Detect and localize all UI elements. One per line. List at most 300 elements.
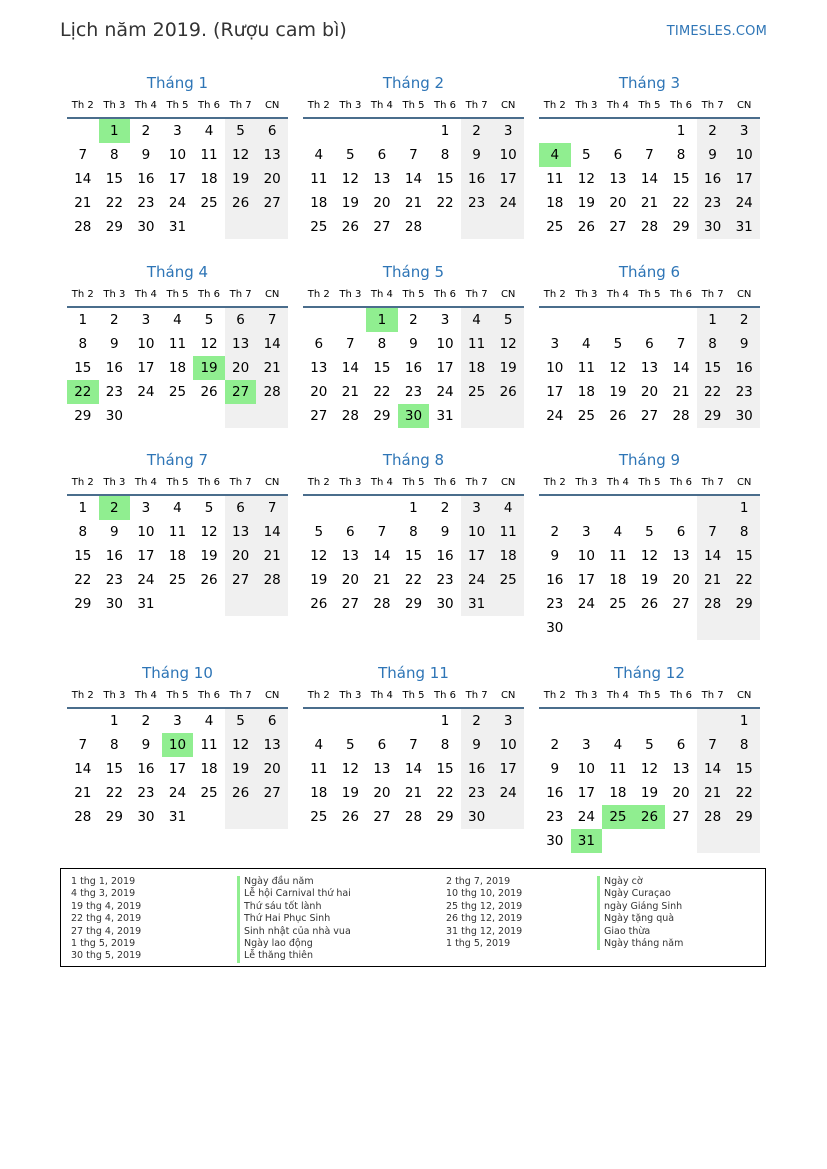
day-cell: 3	[492, 708, 524, 733]
weekday-header: Th 3	[335, 96, 367, 118]
empty-cell	[335, 708, 367, 733]
week-row	[539, 568, 760, 592]
day-cell: 18	[310, 195, 328, 211]
week-row	[67, 215, 288, 239]
day-cell: 4	[613, 737, 623, 753]
weekday-header: CN	[492, 686, 524, 708]
day-cell: 29	[728, 592, 760, 616]
day-cell: 15	[373, 360, 391, 376]
week-row	[539, 616, 760, 640]
day-cell: 31	[461, 592, 493, 616]
weekday-header: Th 5	[398, 96, 430, 118]
legend-holiday-name: Ngày Curaçao	[597, 888, 683, 900]
weekday-header: Th 2	[67, 473, 99, 495]
month-name: Tháng 5	[382, 263, 445, 281]
day-cell: 7	[697, 733, 729, 757]
week-row	[67, 544, 288, 568]
day-cell: 12	[341, 171, 359, 187]
weekday-header: Th 2	[303, 473, 335, 495]
day-cell: 14	[672, 360, 690, 376]
weekday-header: Th 6	[429, 285, 461, 307]
month-name: Tháng 6	[618, 263, 681, 281]
day-cell: 5	[346, 737, 355, 753]
day-cell: 20	[640, 384, 659, 400]
day-cell: 27	[225, 568, 257, 592]
legend-holiday-name: Lễ thăng thiên	[237, 950, 351, 962]
day-cell: 15	[728, 757, 760, 781]
legend-right-names	[597, 876, 683, 950]
day-cell: 1	[366, 307, 398, 332]
day-cell: 12	[640, 761, 659, 777]
day-cell: 11	[168, 524, 187, 540]
day-cell: 17	[728, 167, 760, 191]
week-row	[539, 544, 760, 568]
day-cell: 11	[609, 548, 627, 564]
day-cell: 3	[173, 123, 182, 139]
day-cell: 21	[341, 384, 359, 400]
day-cell: 13	[373, 761, 391, 777]
day-cell: 2	[440, 500, 450, 516]
day-cell: 30	[546, 620, 564, 636]
weekday-header: Th 3	[99, 96, 131, 118]
empty-cell	[665, 495, 697, 520]
month-block	[67, 662, 288, 829]
week-row	[67, 805, 288, 829]
day-cell: 8	[377, 336, 387, 352]
day-cell: 29	[74, 596, 92, 612]
day-cell: 2	[409, 312, 418, 328]
empty-cell	[67, 708, 99, 733]
weekday-header: CN	[728, 285, 760, 307]
day-cell: 15	[728, 544, 760, 568]
day-cell: 9	[110, 336, 119, 352]
day-cell: 7	[409, 737, 418, 753]
day-cell: 26	[225, 191, 257, 215]
day-cell: 26	[634, 805, 666, 829]
day-cell: 9	[697, 143, 729, 167]
empty-cell	[492, 404, 524, 428]
weekday-header: CN	[728, 686, 760, 708]
legend-holiday-name: Thứ sáu tốt lành	[237, 901, 351, 913]
day-cell: 1	[728, 495, 760, 520]
day-cell: 28	[672, 408, 690, 424]
weekday-header: CN	[256, 285, 288, 307]
day-cell: 28	[640, 219, 659, 235]
empty-cell	[366, 495, 398, 520]
month-table	[303, 686, 524, 829]
day-cell: 26	[200, 572, 218, 588]
day-cell: 18	[609, 785, 627, 801]
day-cell: 4	[173, 312, 182, 328]
day-cell: 6	[314, 336, 324, 352]
day-cell: 23	[105, 384, 123, 400]
day-cell: 29	[436, 809, 454, 825]
day-cell: 8	[728, 733, 760, 757]
empty-cell	[634, 616, 666, 640]
day-cell: 12	[640, 548, 659, 564]
day-cell: 17	[577, 572, 595, 588]
legend-date: 10 thg 10, 2019	[446, 888, 523, 900]
day-cell: 19	[225, 757, 257, 781]
legend-holiday-name: Giao thừa	[597, 926, 683, 938]
week-row	[539, 356, 760, 380]
day-cell: 19	[225, 167, 257, 191]
empty-cell	[602, 708, 634, 733]
day-cell: 23	[461, 191, 493, 215]
empty-cell	[461, 404, 493, 428]
day-cell: 12	[577, 171, 595, 187]
day-cell: 24	[492, 781, 524, 805]
month-block	[539, 72, 760, 239]
empty-cell	[571, 708, 603, 733]
empty-cell	[539, 118, 571, 143]
day-cell: 21	[74, 785, 92, 801]
day-cell: 8	[676, 147, 686, 163]
weekday-header: Th 3	[99, 686, 131, 708]
day-cell: 14	[697, 544, 729, 568]
day-cell: 17	[168, 171, 187, 187]
weekday-header: Th 7	[461, 686, 493, 708]
day-cell: 5	[613, 336, 623, 352]
month-block	[67, 72, 288, 239]
day-cell: 6	[645, 336, 654, 352]
empty-cell	[492, 592, 524, 616]
month-table	[67, 473, 288, 616]
day-cell: 10	[137, 336, 155, 352]
day-cell: 19	[609, 384, 627, 400]
empty-cell	[571, 616, 603, 640]
empty-cell	[303, 118, 335, 143]
empty-cell	[602, 118, 634, 143]
legend-right-dates	[446, 876, 522, 950]
week-row	[539, 805, 760, 829]
empty-cell	[634, 708, 666, 733]
day-cell: 11	[200, 737, 218, 753]
day-cell: 10	[492, 143, 524, 167]
day-cell: 13	[256, 733, 288, 757]
day-cell: 12	[200, 336, 218, 352]
day-cell: 16	[546, 572, 564, 588]
day-cell: 30	[105, 408, 123, 424]
day-cell: 29	[373, 408, 391, 424]
day-cell: 15	[74, 360, 92, 376]
month-name: Tháng 2	[382, 74, 445, 92]
weekday-header: Th 4	[366, 686, 398, 708]
day-cell: 13	[310, 360, 328, 376]
day-cell: 28	[74, 219, 92, 235]
day-cell: 16	[728, 356, 760, 380]
day-cell: 25	[168, 384, 187, 400]
day-cell: 18	[577, 384, 595, 400]
day-cell: 15	[404, 548, 423, 564]
day-cell: 4	[204, 123, 214, 139]
weekday-header: Th 5	[634, 473, 666, 495]
day-cell: 11	[492, 520, 524, 544]
day-cell: 29	[404, 596, 423, 612]
day-cell: 9	[550, 548, 560, 564]
week-row	[67, 118, 288, 143]
weekday-header: Th 6	[665, 686, 697, 708]
legend-left-names	[237, 876, 351, 963]
weekday-header: Th 6	[665, 96, 697, 118]
week-row	[67, 356, 288, 380]
day-cell: 23	[546, 596, 564, 612]
week-row	[539, 215, 760, 239]
day-cell: 25	[310, 809, 328, 825]
empty-cell	[429, 215, 461, 239]
week-row	[67, 332, 288, 356]
day-cell: 12	[225, 733, 257, 757]
day-cell: 22	[697, 380, 729, 404]
day-cell: 14	[341, 360, 359, 376]
day-cell: 30	[436, 596, 454, 612]
day-cell: 19	[640, 785, 659, 801]
day-cell: 27	[373, 219, 391, 235]
month-name: Tháng 3	[618, 74, 681, 92]
legend-date: 4 thg 3, 2019	[71, 888, 136, 900]
weekday-header: Th 4	[130, 686, 162, 708]
weekday-header: Th 5	[398, 473, 430, 495]
day-cell: 22	[105, 195, 123, 211]
weekday-header: Th 6	[665, 473, 697, 495]
day-cell: 19	[640, 572, 659, 588]
month-block	[539, 662, 760, 853]
day-cell: 10	[461, 520, 493, 544]
legend-date: 26 thg 12, 2019	[446, 913, 523, 925]
month-name: Tháng 4	[146, 263, 209, 281]
empty-cell	[461, 215, 493, 239]
empty-cell	[398, 708, 430, 733]
legend-holiday-name: Thứ Hai Phục Sinh	[237, 913, 351, 925]
legend-date: 22 thg 4, 2019	[71, 913, 142, 925]
week-row	[303, 118, 524, 143]
month-block	[67, 449, 288, 616]
week-row	[539, 380, 760, 404]
day-cell: 14	[74, 761, 92, 777]
weekday-header: CN	[492, 473, 524, 495]
empty-cell	[602, 829, 634, 853]
day-cell: 21	[256, 356, 288, 380]
week-row	[303, 380, 524, 404]
day-cell: 23	[461, 781, 493, 805]
day-cell: 28	[404, 219, 423, 235]
legend-date: 27 thg 4, 2019	[71, 925, 142, 937]
weekday-header: CN	[492, 96, 524, 118]
day-cell: 31	[168, 219, 187, 235]
week-row	[303, 307, 524, 332]
empty-cell	[193, 215, 225, 239]
month-name: Tháng 12	[614, 664, 685, 682]
weekday-header: Th 6	[193, 686, 225, 708]
empty-cell	[697, 616, 729, 640]
weekday-header: Th 6	[429, 96, 461, 118]
weekday-header: Th 5	[398, 285, 430, 307]
day-cell: 22	[404, 572, 423, 588]
day-cell: 9	[728, 332, 760, 356]
day-cell: 2	[461, 708, 493, 733]
day-cell: 11	[577, 360, 595, 376]
day-cell: 6	[613, 147, 623, 163]
weekday-header: Th 7	[461, 285, 493, 307]
empty-cell	[634, 118, 666, 143]
empty-cell	[335, 307, 367, 332]
day-cell: 4	[314, 147, 324, 163]
month-name: Tháng 8	[382, 451, 445, 469]
day-cell: 3	[492, 118, 524, 143]
day-cell: 13	[341, 548, 359, 564]
day-cell: 28	[74, 809, 92, 825]
day-cell: 14	[404, 761, 423, 777]
weekday-header: Th 2	[539, 473, 571, 495]
day-cell: 10	[168, 147, 187, 163]
day-cell: 7	[78, 737, 88, 753]
day-cell: 21	[640, 195, 659, 211]
day-cell: 22	[672, 195, 690, 211]
day-cell: 6	[377, 147, 387, 163]
weekday-header: Th 2	[539, 96, 571, 118]
day-cell: 24	[168, 785, 187, 801]
empty-cell	[697, 495, 729, 520]
day-cell: 8	[110, 737, 119, 753]
day-cell: 30	[546, 833, 564, 849]
week-row	[67, 167, 288, 191]
week-row	[539, 708, 760, 733]
day-cell: 1	[697, 307, 729, 332]
day-cell: 4	[582, 336, 591, 352]
weekday-header: CN	[728, 473, 760, 495]
empty-cell	[634, 829, 666, 853]
day-cell: 17	[577, 785, 595, 801]
week-row	[303, 757, 524, 781]
day-cell: 3	[173, 713, 182, 729]
day-cell: 21	[404, 785, 423, 801]
day-cell: 6	[346, 524, 355, 540]
month-name: Tháng 7	[146, 451, 209, 469]
weekday-header: Th 5	[634, 96, 666, 118]
day-cell: 1	[676, 123, 686, 139]
weekday-header: Th 4	[602, 473, 634, 495]
week-row	[303, 708, 524, 733]
day-cell: 18	[461, 356, 493, 380]
week-row	[67, 781, 288, 805]
weekday-header: Th 2	[303, 686, 335, 708]
month-block	[303, 449, 524, 616]
week-row	[539, 520, 760, 544]
day-cell: 1	[78, 500, 88, 516]
empty-cell	[728, 616, 760, 640]
day-cell: 15	[436, 761, 454, 777]
day-cell: 17	[492, 167, 524, 191]
week-row	[539, 733, 760, 757]
weekday-header: CN	[256, 96, 288, 118]
day-cell: 26	[492, 380, 524, 404]
day-cell: 10	[492, 733, 524, 757]
day-cell: 29	[672, 219, 690, 235]
weekday-header: Th 3	[571, 96, 603, 118]
day-cell: 21	[74, 195, 92, 211]
day-cell: 28	[697, 805, 729, 829]
week-row	[67, 520, 288, 544]
day-cell: 19	[310, 572, 328, 588]
day-cell: 9	[461, 143, 493, 167]
weekday-header: Th 6	[429, 686, 461, 708]
weekday-header: Th 6	[665, 285, 697, 307]
day-cell: 14	[256, 520, 288, 544]
legend-holiday-name: Ngày tháng năm	[597, 938, 683, 950]
day-cell: 8	[440, 147, 450, 163]
day-cell: 13	[672, 548, 690, 564]
day-cell: 4	[492, 495, 524, 520]
day-cell: 9	[461, 733, 493, 757]
weekday-header: Th 4	[602, 96, 634, 118]
day-cell: 5	[645, 737, 654, 753]
day-cell: 4	[173, 500, 182, 516]
weekday-header: Th 4	[366, 96, 398, 118]
week-row	[539, 191, 760, 215]
weekday-header: Th 5	[162, 96, 194, 118]
month-table	[67, 96, 288, 239]
day-cell: 17	[546, 384, 564, 400]
day-cell: 10	[546, 360, 564, 376]
day-cell: 8	[697, 332, 729, 356]
empty-cell	[492, 215, 524, 239]
week-row	[67, 307, 288, 332]
day-cell: 4	[461, 307, 493, 332]
week-row	[303, 805, 524, 829]
day-cell: 22	[105, 785, 123, 801]
day-cell: 16	[436, 548, 454, 564]
day-cell: 27	[256, 191, 288, 215]
day-cell: 20	[672, 572, 690, 588]
day-cell: 25	[546, 219, 564, 235]
month-name: Tháng 9	[618, 451, 681, 469]
week-row	[539, 332, 760, 356]
day-cell: 16	[461, 167, 493, 191]
weekday-header: Th 4	[602, 686, 634, 708]
brand-link[interactable]: TIMESLES.COM	[666, 24, 767, 39]
day-cell: 2	[141, 713, 151, 729]
day-cell: 4	[539, 143, 571, 167]
day-cell: 22	[728, 568, 760, 592]
day-cell: 16	[137, 761, 155, 777]
day-cell: 30	[697, 215, 729, 239]
day-cell: 11	[310, 761, 328, 777]
empty-cell	[571, 118, 603, 143]
day-cell: 18	[546, 195, 564, 211]
day-cell: 16	[404, 360, 423, 376]
weekday-header: Th 4	[366, 473, 398, 495]
day-cell: 15	[672, 171, 690, 187]
empty-cell	[571, 495, 603, 520]
week-row	[303, 568, 524, 592]
day-cell: 11	[310, 171, 328, 187]
day-cell: 27	[341, 596, 359, 612]
week-row	[67, 191, 288, 215]
week-row	[539, 118, 760, 143]
day-cell: 16	[546, 785, 564, 801]
day-cell: 16	[697, 167, 729, 191]
week-row	[539, 167, 760, 191]
day-cell: 3	[440, 312, 450, 328]
day-cell: 1	[99, 118, 131, 143]
day-cell: 9	[141, 147, 151, 163]
day-cell: 25	[492, 568, 524, 592]
day-cell: 28	[697, 592, 729, 616]
day-cell: 24	[492, 191, 524, 215]
day-cell: 29	[105, 219, 123, 235]
day-cell: 5	[204, 500, 214, 516]
empty-cell	[335, 495, 367, 520]
